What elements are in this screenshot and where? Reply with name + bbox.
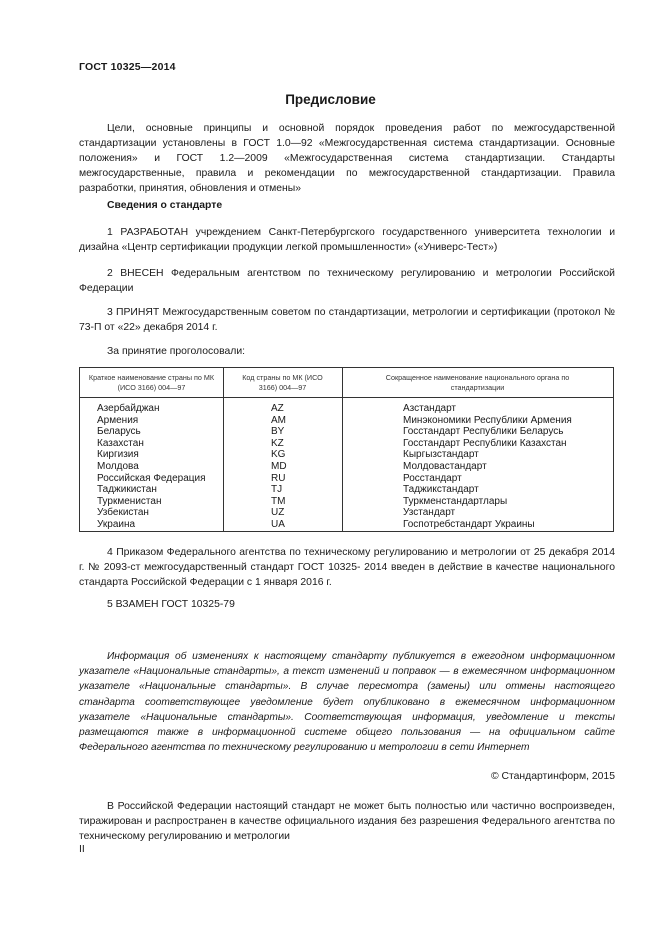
code-cell: KZ: [271, 437, 284, 449]
standards-body-cell: Росстандарт: [403, 472, 462, 484]
country-cell: Украина: [97, 518, 136, 530]
country-cell: Молдова: [97, 460, 139, 472]
code-cell: UA: [271, 518, 285, 530]
info-heading: Сведения о стандарте: [107, 200, 223, 211]
standards-body-cell: Минэкономики Республики Армения: [403, 414, 572, 426]
standards-body-cell: Госстандарт Республики Казахстан: [403, 437, 567, 449]
code-cell: TJ: [271, 484, 283, 496]
copyright: © Стандартинформ, 2015: [490, 771, 615, 782]
code-column: [271, 403, 287, 531]
body-column: [403, 403, 572, 531]
code-cell: BY: [271, 426, 285, 438]
standards-body-cell: Таджикстандарт: [403, 484, 479, 496]
country-cell: Казахстан: [97, 437, 144, 449]
code-cell: MD: [271, 460, 287, 472]
table-header-code: Код страны по МК (ИСО 3166) 004—97: [223, 368, 342, 398]
code-cell: AM: [271, 414, 286, 426]
code-cell: AZ: [271, 403, 284, 414]
rights-paragraph: В Российской Федерации настоящий стандарт не может быть полностью или частично воспроизведен, тиражирован и распространен в качестве официального издания без разрешения Федерального агентства по техническому регулированию и метрологии: [79, 801, 615, 842]
table-header-country: Краткое наименование страны по МК (ИСО 3166) 004—97: [80, 368, 223, 398]
country-cell: Туркменистан: [97, 495, 162, 507]
country-cell: Таджикистан: [97, 484, 157, 496]
code-cell: RU: [271, 472, 286, 484]
item-2-paragraph: 2 ВНЕСЕН Федеральным агентством по техническому регулированию и метрологии Российской Федерации: [79, 268, 615, 294]
standards-body-cell: Молдовастандарт: [403, 460, 487, 472]
voted-label: За принятие проголосовали:: [107, 346, 246, 357]
country-cell: Узбекистан: [97, 507, 149, 519]
document-header: ГОСТ 10325—2014: [79, 61, 176, 73]
standards-body-cell: Кыргызстандарт: [403, 449, 479, 461]
notice-paragraph: Информация об изменениях к настоящему стандарту публикуется в ежегодном информационном указателе «Национальные стандарты», а текст изменений и поправок — в ежемесячном информационном указателе «Национальные стандарты». В случае пересмотра (замены) или отмены настоящего стандарта соответствующее уведомление будет опубликовано в ежемесячном информационном указателе «Национальные стандарты». Соответствующая информация, уведомление и тексты размещаются также в информационной системе общего пользования — на официальном сайте Федерального агентства по техническому регулированию и метрологии в сети Интернет: [79, 651, 615, 754]
standards-body-cell: Госстандарт Республики Беларусь: [403, 426, 564, 438]
standards-body-cell: Госпотребстандарт Украины: [403, 518, 535, 530]
intro-paragraph: Цели, основные принципы и основной порядок проведения работ по межгосударственной стандартизации установлены в ГОСТ 1.0—92 «Межгосударственная система стандартизации. Основные положения» и ГОСТ 1.2—2009 «Межгосударственная система стандартизации. Стандарты межгосударственные, правила и рекомендации по межгосударственной стандартизации. Правила разработки, принятия, обновления и отмены»: [79, 123, 615, 194]
item-1-paragraph: 1 РАЗРАБОТАН учреждением Санкт-Петербургского государственного университета технологии и дизайна «Центр сертификации продукции легкой промышленности» («Универс-Тест»): [79, 227, 615, 253]
table-header-body: Сокращенное наименование национального органа по стандартизации: [342, 368, 613, 398]
item-5-paragraph: 5 ВЗАМЕН ГОСТ 10325-79: [107, 599, 235, 610]
standards-body-cell: Туркменстандартлары: [403, 495, 508, 507]
item-3-paragraph: 3 ПРИНЯТ Межгосударственным советом по стандартизации, метрологии и сертификации (протокол № 73-П от «22» декабря 2014 г.: [79, 307, 615, 333]
code-cell: TM: [271, 495, 286, 507]
code-cell: UZ: [271, 507, 285, 519]
country-column: [97, 403, 206, 531]
country-cell: Армения: [97, 414, 139, 426]
code-cell: KG: [271, 449, 286, 461]
country-cell: Киргизия: [97, 449, 139, 461]
voting-table: [79, 367, 614, 532]
standards-body-cell: Узстандарт: [403, 507, 456, 519]
country-cell: Беларусь: [97, 426, 141, 438]
standards-body-cell: Азстандарт: [403, 403, 457, 414]
country-cell: Российская Федерация: [97, 472, 206, 484]
page-title: Предисловие: [285, 92, 376, 107]
country-cell: Азербайджан: [97, 403, 160, 414]
item-4-paragraph: 4 Приказом Федерального агентства по техническому регулированию и метрологии от 25 декабря 2014 г. № 2093-ст межгосударственный стандарт ГОСТ 10325- 2014 введен в действие в качестве национального стандарта Российской Федерации с 1 января 2016 г.: [79, 547, 615, 588]
page-number: II: [79, 844, 85, 855]
